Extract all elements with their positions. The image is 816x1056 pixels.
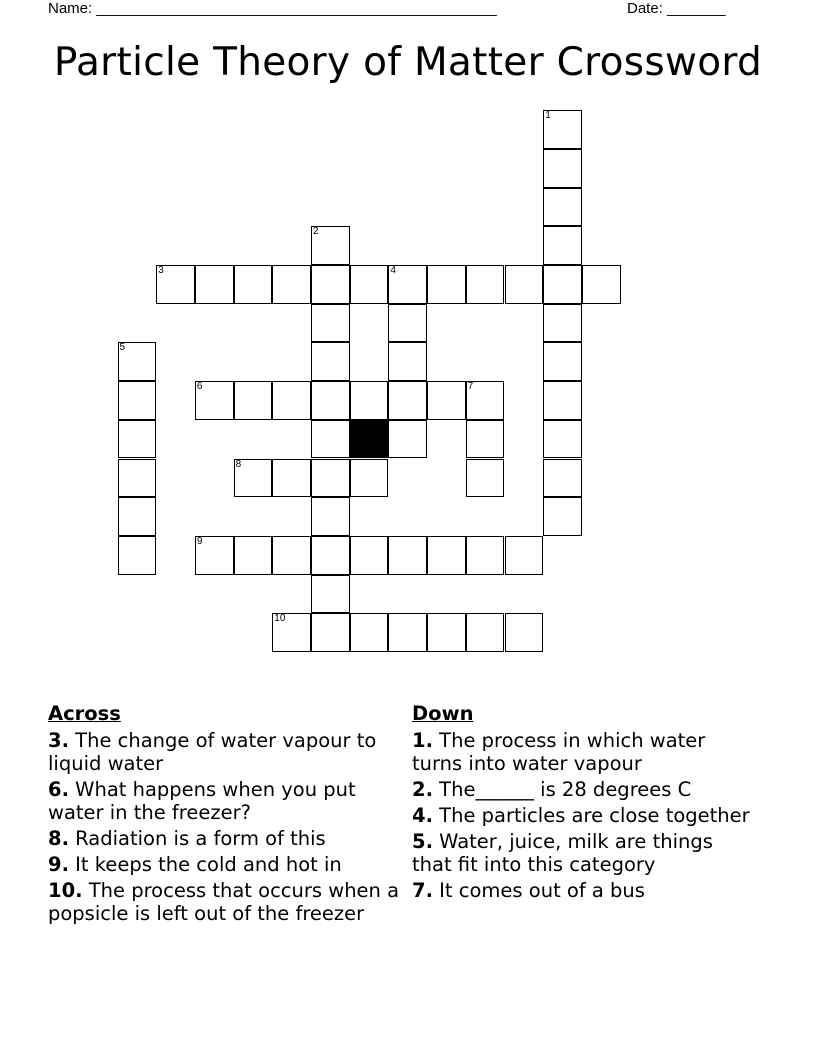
crossword-cell[interactable] xyxy=(234,265,273,304)
clue-text: The process that occurs when a popsicle is left out of the freezer xyxy=(48,879,400,925)
across-clue xyxy=(48,778,403,824)
down-clue xyxy=(412,729,752,775)
crossword-cell[interactable] xyxy=(118,420,157,459)
down-clue-list xyxy=(412,729,752,902)
date-field-label[interactable]: Date: _______ xyxy=(627,0,726,17)
black-square xyxy=(350,420,389,459)
clue-number: 6. xyxy=(48,778,69,801)
crossword-cell[interactable] xyxy=(543,342,582,381)
crossword-cell[interactable] xyxy=(505,265,544,304)
across-clue xyxy=(48,729,403,775)
crossword-cell[interactable] xyxy=(388,613,427,652)
crossword-cell[interactable] xyxy=(311,304,350,343)
crossword-cell[interactable] xyxy=(234,459,273,498)
crossword-cell[interactable] xyxy=(543,420,582,459)
crossword-cell[interactable] xyxy=(118,497,157,536)
clue-number: 1. xyxy=(412,729,433,752)
clue-text: What happens when you put water in the freezer? xyxy=(48,778,356,824)
clue-number: 9 xyxy=(196,535,203,547)
crossword-cell[interactable] xyxy=(350,459,389,498)
crossword-cell[interactable] xyxy=(311,497,350,536)
across-clue xyxy=(48,853,403,876)
clue-number: 6 xyxy=(196,381,203,393)
crossword-cell[interactable] xyxy=(388,536,427,575)
crossword-cell[interactable] xyxy=(272,536,311,575)
name-field-label[interactable]: Name: ________________________________________________ xyxy=(48,0,497,17)
crossword-cell[interactable] xyxy=(350,613,389,652)
clue-text: It keeps the cold and hot in xyxy=(68,853,342,876)
header xyxy=(48,0,748,20)
crossword-cell[interactable] xyxy=(388,265,427,304)
crossword-cell[interactable] xyxy=(543,381,582,420)
crossword-cell[interactable] xyxy=(311,226,350,265)
clue-number: 10. xyxy=(48,879,83,902)
clue-text: Water, juice, milk are things that fit into this category xyxy=(412,830,713,876)
crossword-cell[interactable] xyxy=(311,575,350,614)
crossword-cell[interactable] xyxy=(427,265,466,304)
crossword-cell[interactable] xyxy=(272,613,311,652)
crossword-cell[interactable] xyxy=(466,265,505,304)
crossword-cell[interactable] xyxy=(427,381,466,420)
crossword-cell[interactable] xyxy=(543,149,582,188)
down-clue xyxy=(412,830,752,876)
crossword-cell[interactable] xyxy=(466,420,505,459)
crossword-cell[interactable] xyxy=(388,304,427,343)
clue-text: Radiation is a form of this xyxy=(68,827,326,850)
crossword-cell[interactable] xyxy=(118,459,157,498)
clue-text: The change of water vapour to liquid water xyxy=(48,729,377,775)
crossword-cell[interactable] xyxy=(311,265,350,304)
across-clues xyxy=(48,702,403,928)
clue-number: 4. xyxy=(412,804,433,827)
crossword-cell[interactable] xyxy=(234,536,273,575)
crossword-cell[interactable] xyxy=(195,536,234,575)
across-heading: Across xyxy=(48,702,121,725)
clue-number: 10 xyxy=(274,613,286,625)
crossword-cell[interactable] xyxy=(388,420,427,459)
crossword-cell[interactable] xyxy=(234,381,273,420)
clue-number: 7. xyxy=(412,879,433,902)
clue-number: 3 xyxy=(158,265,164,276)
crossword-cell[interactable] xyxy=(543,110,582,149)
clue-text: The particles are close together xyxy=(432,804,750,827)
crossword-cell[interactable] xyxy=(311,342,350,381)
clue-number: 7 xyxy=(467,381,474,393)
clue-number: 4 xyxy=(390,265,396,276)
across-clue xyxy=(48,879,403,925)
crossword-cell[interactable] xyxy=(543,265,582,304)
crossword-cell[interactable] xyxy=(350,536,389,575)
crossword-cell[interactable] xyxy=(156,265,195,304)
crossword-cell[interactable] xyxy=(505,536,544,575)
crossword-cell[interactable] xyxy=(272,459,311,498)
clue-text: It comes out of a bus xyxy=(432,879,645,902)
clue-number: 9. xyxy=(48,853,69,876)
crossword-cell[interactable] xyxy=(388,381,427,420)
crossword-cell[interactable] xyxy=(543,497,582,536)
down-clue xyxy=(412,778,752,801)
crossword-cell[interactable] xyxy=(543,304,582,343)
crossword-cell[interactable] xyxy=(195,265,234,304)
clue-number: 5. xyxy=(412,830,433,853)
clue-number: 1 xyxy=(545,110,551,122)
crossword-cell[interactable] xyxy=(543,459,582,498)
clue-number: 5 xyxy=(119,342,126,354)
page-title: Particle Theory of Matter Crossword xyxy=(53,40,763,85)
crossword-cell[interactable] xyxy=(118,536,157,575)
down-clue xyxy=(412,879,752,902)
down-clues xyxy=(412,702,752,905)
crossword-cell[interactable] xyxy=(427,536,466,575)
clue-number: 8 xyxy=(235,458,242,470)
crossword-cell[interactable] xyxy=(311,459,350,498)
crossword-cell[interactable] xyxy=(311,381,350,420)
down-heading: Down xyxy=(412,702,474,725)
crossword-cell[interactable] xyxy=(466,613,505,652)
crossword-cell[interactable] xyxy=(388,342,427,381)
clue-number: 2 xyxy=(313,226,319,238)
across-clue-list xyxy=(48,729,403,925)
clue-number: 8. xyxy=(48,827,69,850)
crossword-cell[interactable] xyxy=(311,420,350,459)
clue-number: 3. xyxy=(48,729,69,752)
crossword-cell[interactable] xyxy=(311,536,350,575)
across-clue xyxy=(48,827,403,850)
crossword-cell[interactable] xyxy=(543,188,582,227)
clue-text: The process in which water turns into water vapour xyxy=(412,729,706,775)
crossword-cell[interactable] xyxy=(466,459,505,498)
crossword-cell[interactable] xyxy=(118,381,157,420)
crossword-cell[interactable] xyxy=(466,381,505,420)
crossword-cell[interactable] xyxy=(311,613,350,652)
crossword-cell[interactable] xyxy=(272,265,311,304)
crossword-cell[interactable] xyxy=(505,613,544,652)
clue-number: 2. xyxy=(412,778,433,801)
crossword-cell[interactable] xyxy=(350,381,389,420)
crossword-cell[interactable] xyxy=(350,265,389,304)
clue-text: The______ is 28 degrees C xyxy=(432,778,692,801)
crossword-cell[interactable] xyxy=(427,613,466,652)
crossword-cell[interactable] xyxy=(118,342,157,381)
down-clue xyxy=(412,804,752,827)
crossword-cell[interactable] xyxy=(543,226,582,265)
crossword-cell[interactable] xyxy=(582,265,621,304)
crossword-cell[interactable] xyxy=(272,381,311,420)
crossword-cell[interactable] xyxy=(466,536,505,575)
crossword-cell[interactable] xyxy=(195,381,234,420)
